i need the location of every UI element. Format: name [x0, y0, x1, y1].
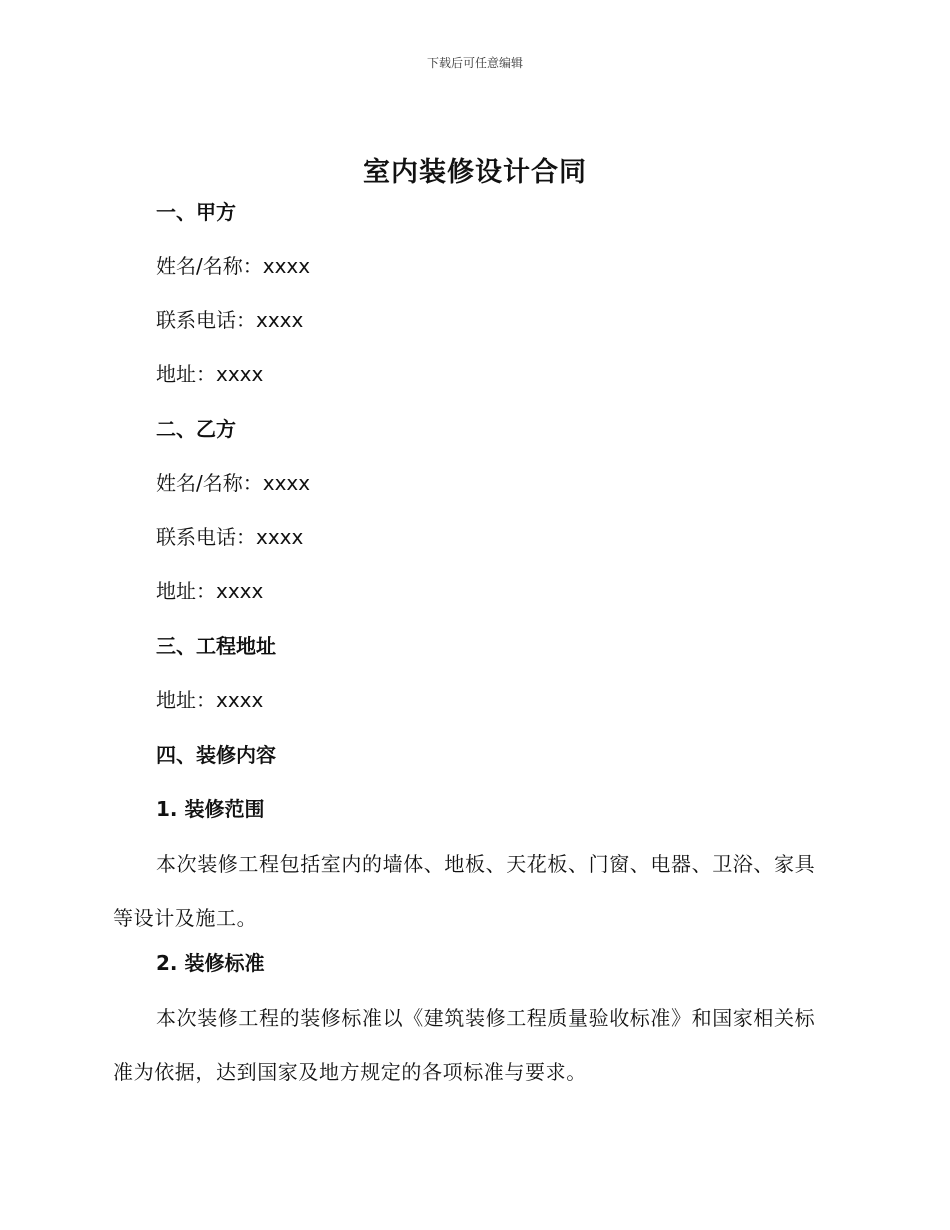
section-heading-content: 四、装修内容: [156, 743, 276, 767]
project-address: 地址：xxxx: [156, 688, 264, 712]
section-heading-party-b: 二、乙方: [156, 417, 236, 441]
party-b-phone: 联系电话：xxxx: [156, 525, 304, 549]
subheading-scope: 1. 装修范围: [156, 797, 265, 821]
header-note: 下载后可任意编辑: [426, 56, 523, 70]
section-heading-project-address: 三、工程地址: [156, 634, 276, 658]
subheading-standard: 2. 装修标准: [156, 951, 265, 975]
section-heading-party-a: 一、甲方: [156, 200, 236, 224]
party-a-name: 姓名/名称：xxxx: [156, 254, 311, 278]
party-b-address: 地址：xxxx: [156, 579, 264, 603]
party-a-address: 地址：xxxx: [156, 362, 264, 386]
document-title: 室内装修设计合同: [363, 157, 587, 188]
standard-paragraph: 本次装修工程的装修标准以《建筑装修工程质量验收标准》和国家相关标准为依据，达到国家及地方规定的各项标准与要求。: [113, 1006, 816, 1084]
party-b-name: 姓名/名称：xxxx: [156, 471, 311, 495]
party-a-phone: 联系电话：xxxx: [156, 308, 304, 332]
scope-paragraph: 本次装修工程包括室内的墙体、地板、天花板、门窗、电器、卫浴、家具等设计及施工。: [113, 852, 816, 930]
